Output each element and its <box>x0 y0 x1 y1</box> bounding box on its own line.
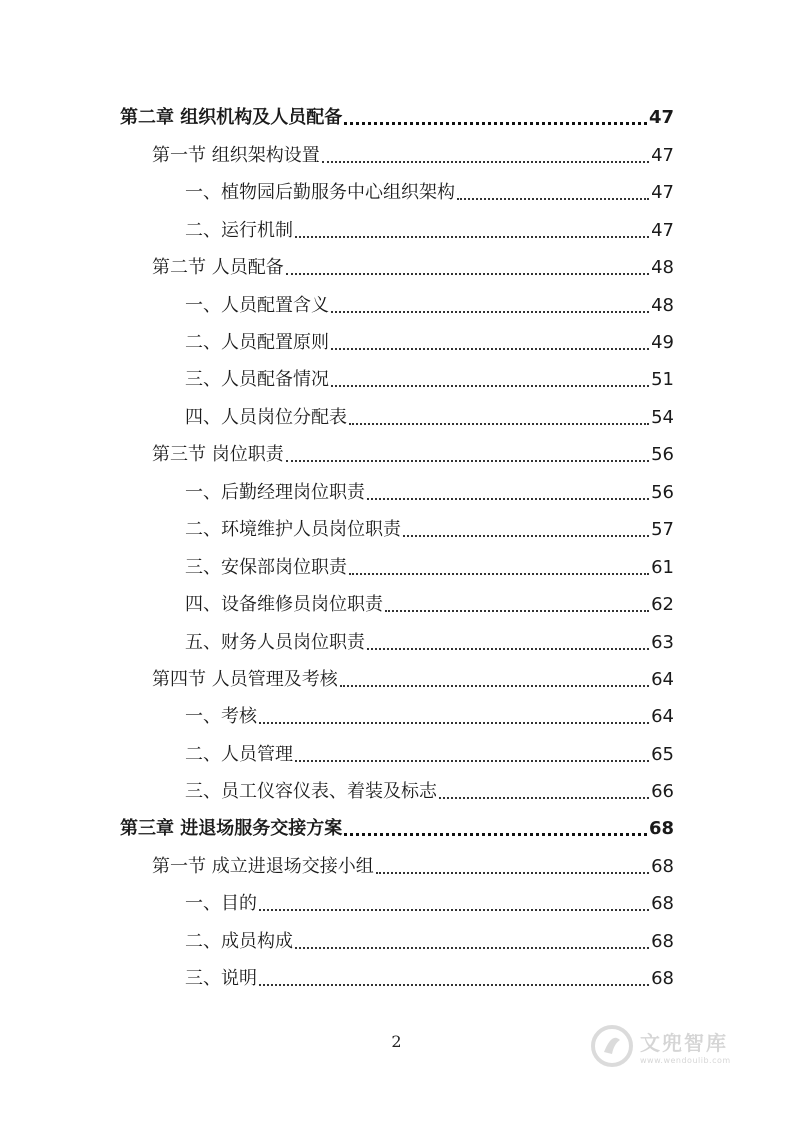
toc-entry-page: 68 <box>651 931 674 952</box>
toc-entry-subsection[interactable] <box>185 367 674 393</box>
toc-entry-label: 第三章 进退场服务交接方案 <box>120 818 343 839</box>
toc-entry-page: 57 <box>651 519 674 540</box>
toc-entry-label: 三、人员配备情况 <box>185 369 329 390</box>
toc-entry-label: 二、环境维护人员岗位职责 <box>185 519 401 540</box>
toc-entry-page: 47 <box>651 145 674 166</box>
toc-entry-page: 64 <box>651 706 674 727</box>
dot-leader <box>331 311 649 313</box>
dot-leader <box>286 460 649 462</box>
toc-entry-page: 64 <box>651 669 674 690</box>
toc-entry-subsection[interactable] <box>185 480 674 506</box>
dot-leader <box>367 498 649 500</box>
toc-entry-page: 56 <box>651 444 674 465</box>
toc-entry-section[interactable] <box>152 143 674 169</box>
toc-entry-subsection[interactable] <box>185 592 674 618</box>
dot-leader <box>331 348 649 350</box>
toc-entry-label: 一、植物园后勤服务中心组织架构 <box>185 182 455 203</box>
dot-leader <box>259 722 649 724</box>
toc-entry-page: 68 <box>651 856 674 877</box>
watermark-logo-icon <box>590 1024 634 1068</box>
dot-leader <box>331 385 649 387</box>
toc-entry-label: 第四节 人员管理及考核 <box>152 669 338 690</box>
toc-entry-page: 61 <box>651 557 674 578</box>
toc-entry-subsection[interactable] <box>185 330 674 356</box>
toc-entry-label: 第二章 组织机构及人员配备 <box>120 107 343 128</box>
toc-entry-label: 二、运行机制 <box>185 220 293 241</box>
watermark-url: www.wendoulib.com <box>640 1056 731 1065</box>
dot-leader <box>439 797 649 799</box>
toc-entry-label: 三、员工仪容仪表、着装及标志 <box>185 781 437 802</box>
toc-entry-page: 62 <box>651 594 674 615</box>
toc-entry-page: 68 <box>651 893 674 914</box>
page-number: 2 <box>391 1032 402 1051</box>
toc-entry-label: 三、安保部岗位职责 <box>185 557 347 578</box>
watermark <box>590 1020 760 1072</box>
dot-leader <box>344 122 647 125</box>
toc-entry-page: 65 <box>651 744 674 765</box>
dot-leader <box>349 423 649 425</box>
watermark-name: 文兜智库 <box>640 1031 728 1055</box>
toc-entry-subsection[interactable] <box>185 966 674 992</box>
toc-entry-label: 二、人员配置原则 <box>185 332 329 353</box>
dot-leader <box>385 610 649 612</box>
toc-entry-section[interactable] <box>152 667 674 693</box>
dot-leader <box>259 909 649 911</box>
toc-entry-label: 一、目的 <box>185 893 257 914</box>
toc-entry-label: 四、设备维修员岗位职责 <box>185 594 383 615</box>
toc-entry-label: 二、人员管理 <box>185 744 293 765</box>
toc-entry-label: 三、说明 <box>185 968 257 989</box>
dot-leader <box>295 236 649 238</box>
toc-entry-subsection[interactable] <box>185 891 674 917</box>
toc-entry-label: 第一节 组织架构设置 <box>152 145 320 166</box>
toc-entry-label: 第一节 成立进退场交接小组 <box>152 856 374 877</box>
toc-entry-section[interactable] <box>152 255 674 281</box>
dot-leader <box>349 573 649 575</box>
toc-entry-section[interactable] <box>152 442 674 468</box>
toc-entry-page: 48 <box>651 295 674 316</box>
toc-entry-subsection[interactable] <box>185 405 674 431</box>
dot-leader <box>295 947 649 949</box>
toc-entry-page: 47 <box>651 220 674 241</box>
toc-entry-page: 56 <box>651 482 674 503</box>
toc-entry-page: 68 <box>648 818 674 839</box>
toc-entry-label: 四、人员岗位分配表 <box>185 407 347 428</box>
toc-entry-label: 一、后勤经理岗位职责 <box>185 482 365 503</box>
toc-entry-subsection[interactable] <box>185 630 674 656</box>
toc-entry-subsection[interactable] <box>185 929 674 955</box>
toc-entry-page: 54 <box>651 407 674 428</box>
toc-entry-subsection[interactable] <box>185 517 674 543</box>
toc-entry-section[interactable] <box>152 854 674 880</box>
dot-leader <box>457 198 649 200</box>
toc-entry-page: 51 <box>651 369 674 390</box>
dot-leader <box>340 685 649 687</box>
dot-leader <box>295 760 649 762</box>
toc-entry-subsection[interactable] <box>185 293 674 319</box>
toc-entry-page: 47 <box>651 182 674 203</box>
dot-leader <box>286 273 649 275</box>
toc-entry-label: 五、财务人员岗位职责 <box>185 632 365 653</box>
dot-leader <box>403 535 649 537</box>
toc-entry-subsection[interactable] <box>185 180 674 206</box>
toc-entry-label: 一、考核 <box>185 706 257 727</box>
dot-leader <box>322 161 649 163</box>
toc-entry-label: 一、人员配置含义 <box>185 295 329 316</box>
toc-entry-subsection[interactable] <box>185 555 674 581</box>
toc-entry-page: 48 <box>651 257 674 278</box>
toc-entry-page: 47 <box>648 107 674 128</box>
toc-entry-label: 二、成员构成 <box>185 931 293 952</box>
dot-leader <box>376 872 649 874</box>
dot-leader <box>259 984 649 986</box>
toc-entry-subsection[interactable] <box>185 779 674 805</box>
toc-entry-subsection[interactable] <box>185 704 674 730</box>
toc-entry-chapter[interactable] <box>120 816 674 842</box>
toc-entry-page: 63 <box>651 632 674 653</box>
toc-entry-page: 49 <box>651 332 674 353</box>
toc-entry-subsection[interactable] <box>185 742 674 768</box>
dot-leader <box>344 833 647 836</box>
toc-entry-chapter[interactable] <box>120 105 674 131</box>
toc-entry-page: 68 <box>651 968 674 989</box>
toc-entry-subsection[interactable] <box>185 218 674 244</box>
toc-entry-page: 66 <box>651 781 674 802</box>
toc-entry-label: 第二节 人员配备 <box>152 257 284 278</box>
toc-entry-label: 第三节 岗位职责 <box>152 444 284 465</box>
dot-leader <box>367 648 649 650</box>
